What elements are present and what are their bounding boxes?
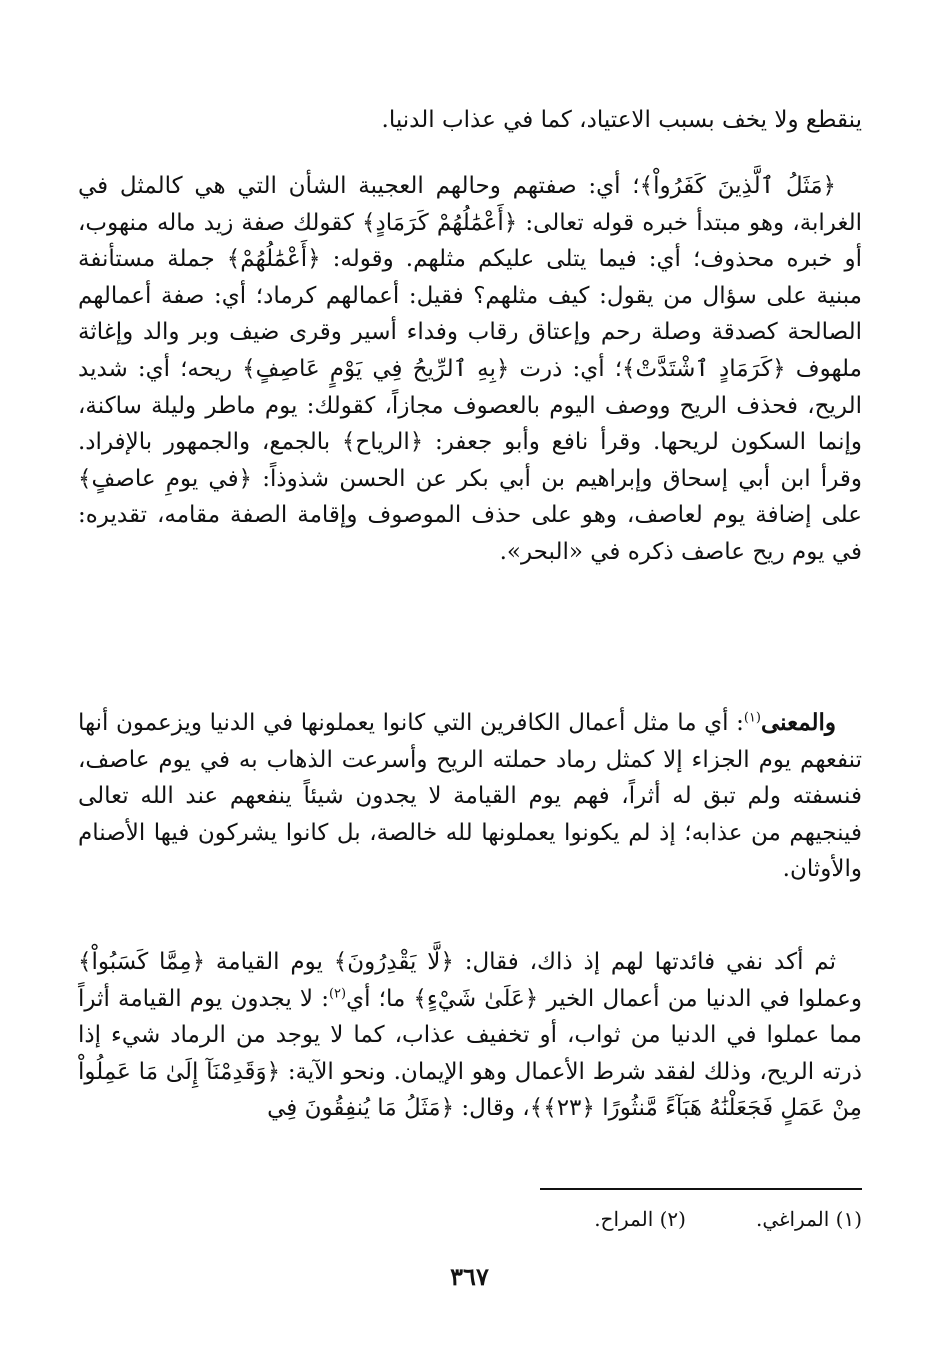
footnote-ref-1[interactable]: (١)	[743, 710, 761, 726]
paragraph-emphasis	[78, 944, 862, 1127]
page-number: ٣٦٧	[450, 1262, 489, 1291]
footnote-1: (١) المراغي.	[755, 1207, 862, 1231]
meaning-body: : أي ما مثل أعمال الكافرين التي كانوا يعملونها في الدنيا ويزعمون أنها تنفعهم يوم الجزاء إلا كمثل رماد حملته الريح وأسرعت الذهاب به في يوم عاصف، فنسفته ولم تبق له أثراً، فهم يوم القيامة لا يجدون شيئاً ينفعهم عند الله تعالى فينجيهم من عذابه؛ إذ لم يكونوا يعملونها لله خالصة، بل كانوا يشركون فيها الأصنام والأوثان.	[78, 710, 862, 883]
footnote-2: (٢) المراح.	[594, 1207, 686, 1231]
emphasis-body-b: : لا يجدون يوم القيامة أثراً مما عملوا في الدنيا من ثواب، أو تخفيف عذاب، كما لا يوجد من الرماد شيء إذا ذرته الريح، وذلك لفقد شرط الأعمال وهو الإيمان. ونحو الآية: ﴿وَقَدِمْنَآ إِلَىٰ مَا عَمِلُواْ مِنْ عَمَلٍ فَجَعَلْنَٰهُ هَبَآءً مَّنثُورًا ﴿٢٣﴾﴾، وقال: ﴿مَثَلُ مَا يُنفِقُونَ فِي	[78, 985, 862, 1122]
paragraph-meaning	[78, 705, 862, 888]
footnote-divider	[540, 1188, 862, 1190]
footnotes	[300, 1204, 862, 1234]
meaning-lead-word: والمعنى	[760, 709, 836, 736]
paragraph-parable-explanation: ﴿مَثَلُ ٱلَّذِينَ كَفَرُواْ﴾؛ أي: صفتهم وحالهم العجيبة الشأن التي هي كالمثل في الغرابة، وهو مبتدأ خبره قوله تعالى: ﴿أَعْمَٰلُهُمْ كَرَمَادٍ﴾ كقولك صفة زيد ماله منهوب، أو خبره محذوف؛ أي: فيما يتلى عليكم مثلهم. وقوله: ﴿أَعْمَٰلُهُمْ﴾ جملة مستأنفة مبنية على سؤال من يقول: كيف مثلهم؟ فقيل: أعمالهم كرماد؛ أي: صفة أعمالهم الصالحة كصدقة وصلة رحم وإعتاق رقاب وفداء أسير وقرى ضيف وبر والد وإغاثة ملهوف ﴿كَرَمَادٍ ٱشْتَدَّتْ﴾؛ أي: ذرت ﴿بِهِ ٱلرِّيحُ فِي يَوْمٍ عَاصِفٍ﴾ ريحه؛ أي: شديد الريح، فحذف الريح ووصف اليوم بالعصوف مجازاً، كقولك: يوم ماطر وليلة ساكنة، وإنما السكون لريحها. وقرأ نافع وأبو جعفر: ﴿الرياح﴾ بالجمع، والجمهور بالإفراد. وقرأ ابن أبي إسحاق وإبراهيم بن أبي بكر عن الحسن شذوذاً: ﴿في يومِ عاصفٍ﴾ على إضافة يوم لعاصف، وهو على حذف الموصوف وإقامة الصفة مقامه، تقديره: في يوم ريح عاصف ذكره في «البحر».	[78, 173, 862, 565]
paragraph-continuation: ينقطع ولا يخف بسبب الاعتياد، كما في عذاب الدنيا.	[381, 107, 862, 133]
footnote-ref-2[interactable]: (٢)	[328, 985, 347, 1001]
emphasis-body-a: ثم أكد نفي فائدتها لهم إذ ذاك، فقال: ﴿لَّا يَقْدِرُونَ﴾ يوم القيامة ﴿مِمَّا كَسَبُواْ﴾ وعملوا في الدنيا من أعمال الخير ﴿عَلَىٰ شَيْءٍ﴾ ما؛ أي	[78, 949, 862, 1012]
